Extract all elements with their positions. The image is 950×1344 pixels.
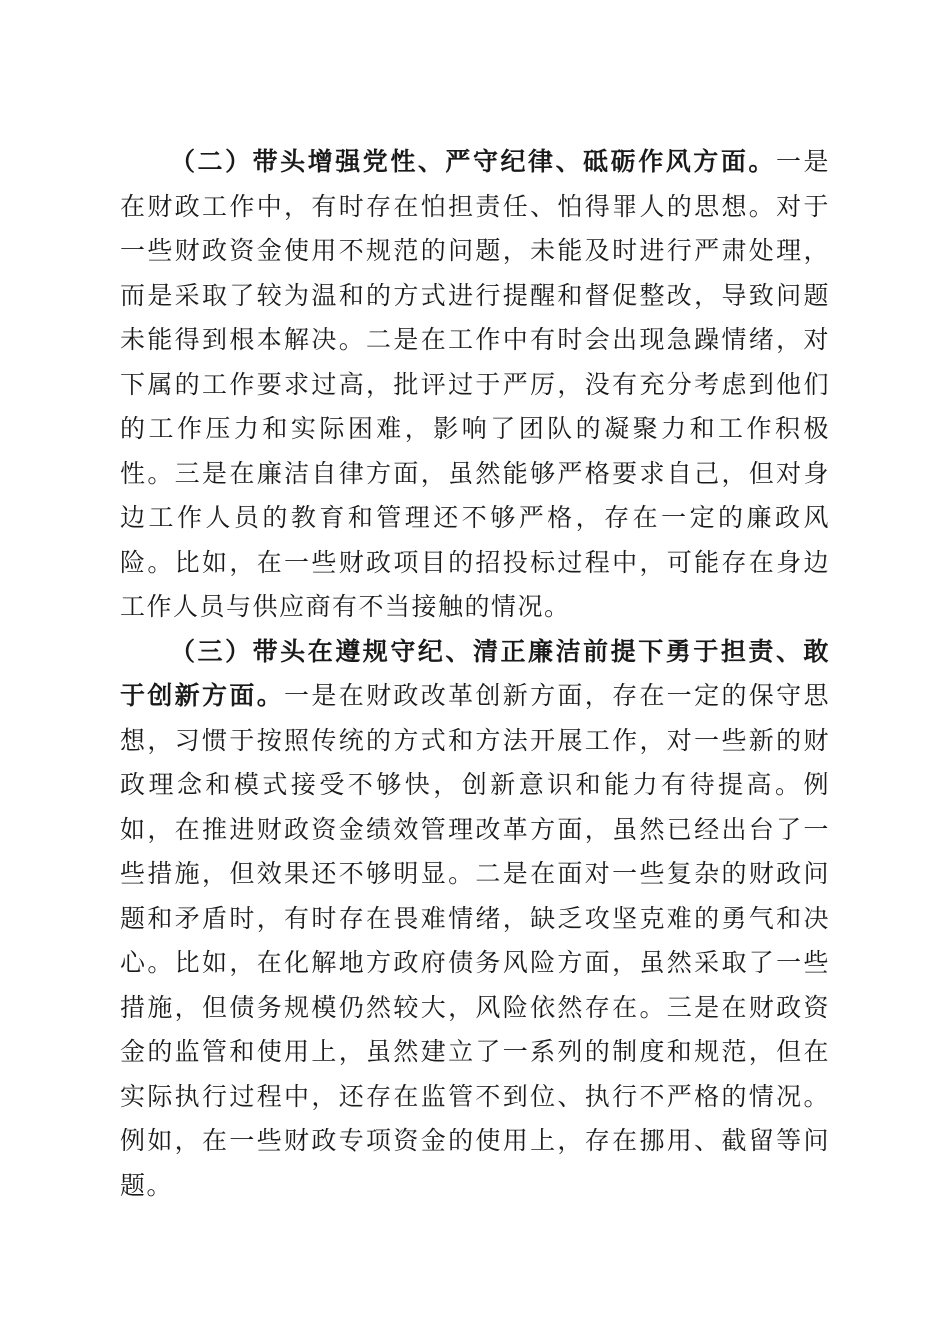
document-body	[120, 140, 830, 1208]
paragraph-section-2	[120, 140, 830, 630]
section-heading-3: （三）带头在遵规守纪、清正廉洁前提下勇于担责、敢于创新方面。	[120, 636, 830, 710]
section-body-3: 一是在财政改革创新方面，存在一定的保守思想，习惯于按照传统的方式和方法开展工作，对一些新的财政理念和模式接受不够快，创新意识和能力有待提高。例如，在推进财政资金绩效管理改革方面，虽然已经出台了一些措施，但效果还不够明显。二是在面对一些复杂的财政问题和矛盾时，有时存在畏难情绪，缺乏攻坚克难的勇气和决心。比如，在化解地方政府债务风险方面，虽然采取了一些措施，但债务规模仍然较大，风险依然存在。三是在财政资金的监管和使用上，虽然建立了一系列的制度和规范，但在实际执行过程中，还存在监管不到位、执行不严格的情况。例如，在一些财政专项资金的使用上，存在挪用、截留等问题。	[120, 681, 830, 1200]
paragraph-section-3	[120, 630, 830, 1209]
section-heading-2: （二）带头增强党性、严守纪律、砥砺作风方面。	[170, 147, 776, 176]
section-body-2: 一是在财政工作中，有时存在怕担责任、怕得罪人的思想。对于一些财政资金使用不规范的问题，未能及时进行严肃处理，而是采取了较为温和的方式进行提醒和督促整改，导致问题未能得到根本解决。二是在工作中有时会出现急躁情绪，对下属的工作要求过高，批评过于严厉，没有充分考虑到他们的工作压力和实际困难，影响了团队的凝聚力和工作积极性。三是在廉洁自律方面，虽然能够严格要求自己，但对身边工作人员的教育和管理还不够严格，存在一定的廉政风险。比如，在一些财政项目的招投标过程中，可能存在身边工作人员与供应商有不当接触的情况。	[120, 147, 830, 621]
